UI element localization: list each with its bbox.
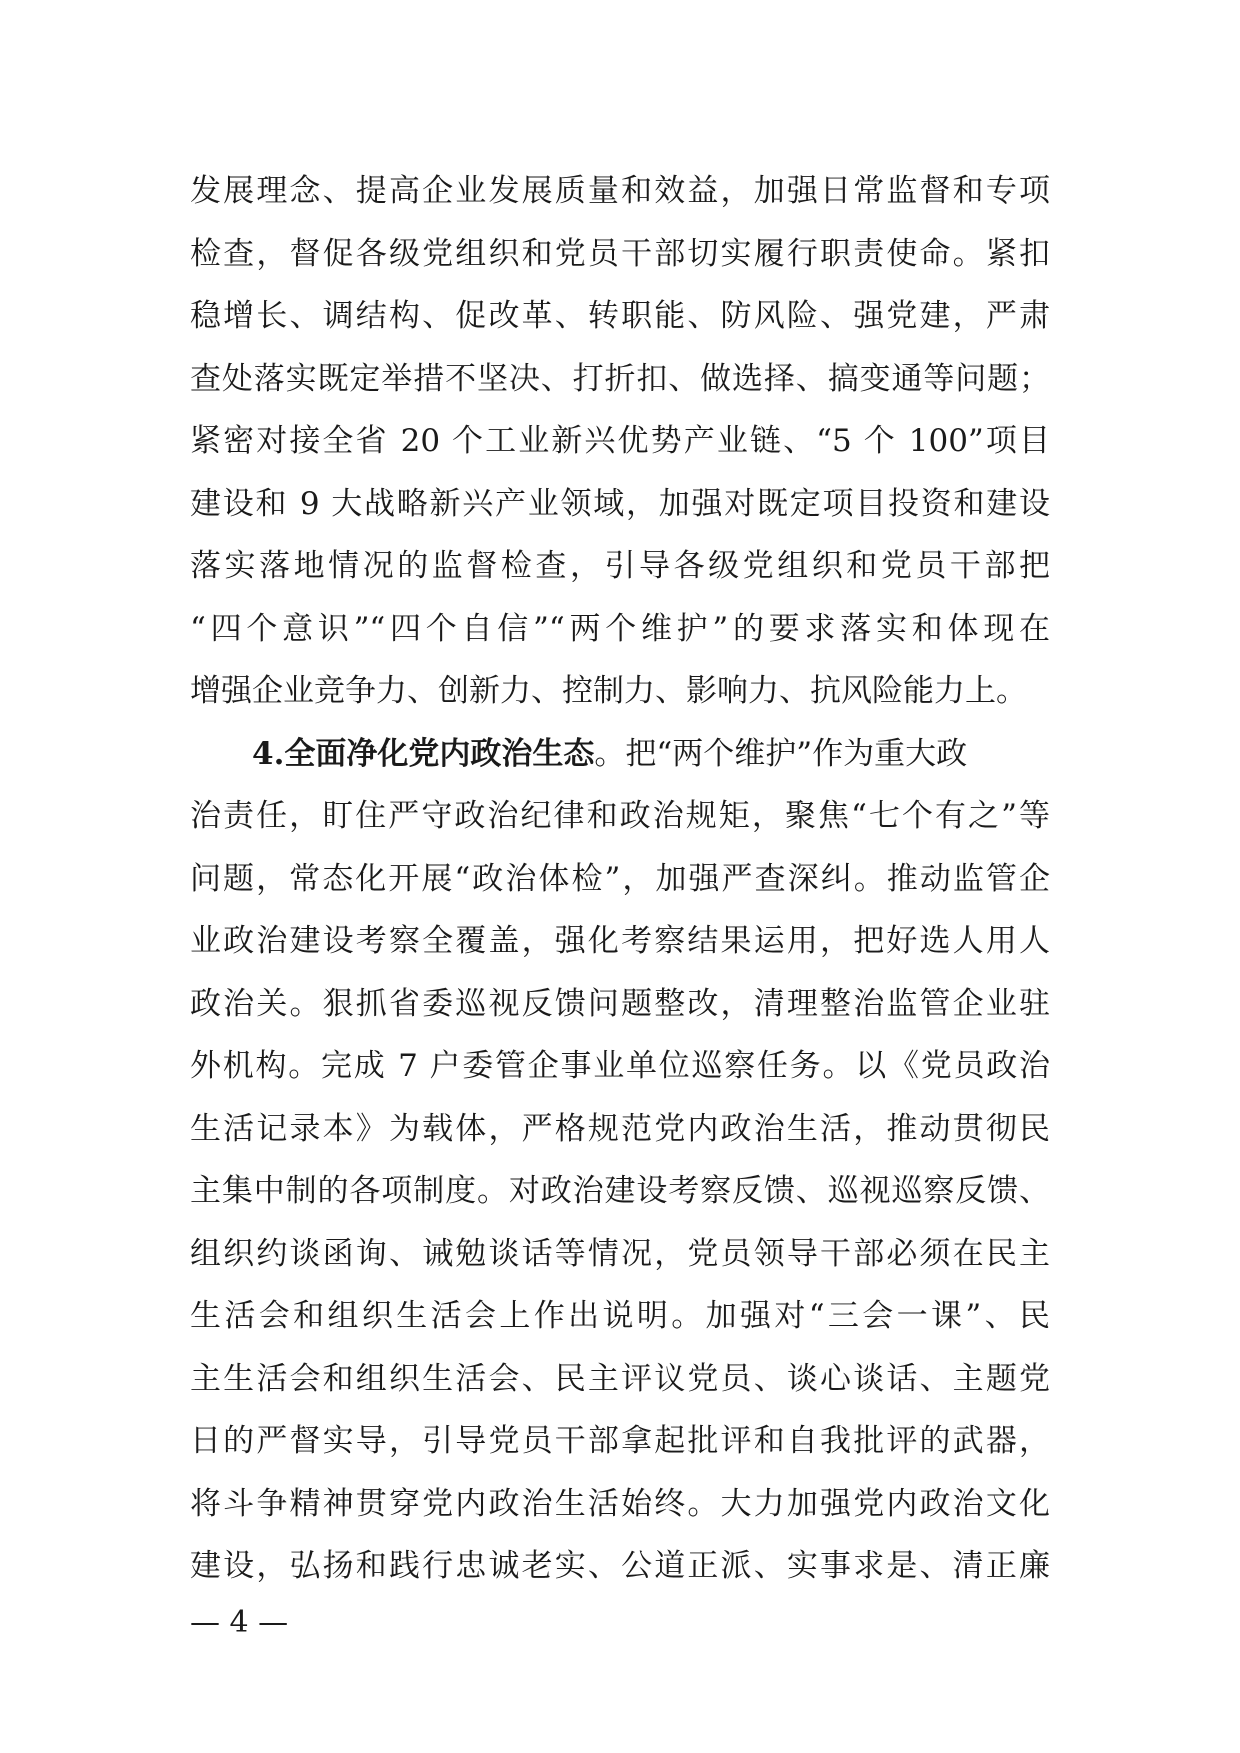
text-line: 外机构。完成 7 户委管企事业单位巡察任务。以《党员政治 xyxy=(190,1048,1050,1084)
text-line: “四个意识”“四个自信”“两个维护”的要求落实和体现在 xyxy=(190,610,1050,647)
text-line: 检查，督促各级党组织和党员干部切实履行职责使命。紧扣 xyxy=(190,235,1050,272)
body-text xyxy=(190,160,1050,1598)
section-4-heading: 4.全面净化党内政治生态 xyxy=(252,735,595,772)
text-line: 紧密对接全省 20 个工业新兴优势产业链、“5 个 100”项目 xyxy=(190,423,1050,459)
text-line: 业政治建设考察全覆盖，强化考察结果运用，把好选人用人 xyxy=(190,923,1050,959)
text-line: 组织约谈函询、诫勉谈话等情况，党员领导干部必须在民主 xyxy=(190,1235,1050,1272)
section-4-first-line xyxy=(190,723,1050,786)
text-line: 增强企业竞争力、创新力、控制力、影响力、抗风险能力上。 xyxy=(190,673,1027,709)
text-line: 查处落实既定举措不坚决、打折扣、做选择、搞变通等问题； xyxy=(190,360,1050,397)
text-line: 落实落地情况的监督检查，引导各级党组织和党员干部把 xyxy=(190,548,1050,584)
text-line: 主生活会和组织生活会、民主评议党员、谈心谈话、主题党 xyxy=(190,1360,1050,1397)
page-number: — 4 — xyxy=(190,1605,289,1640)
text-line: 建设和 9 大战略新兴产业领域，加强对既定项目投资和建设 xyxy=(190,485,1050,522)
text-line: 主集中制的各项制度。对政治建设考察反馈、巡视巡察反馈、 xyxy=(190,1173,1050,1209)
text-line: 治责任，盯住严守政治纪律和政治规矩，聚焦“七个有之”等 xyxy=(190,798,1050,834)
text-line: 建设，弘扬和践行忠诚老实、公道正派、实事求是、清正廉 xyxy=(190,1548,1050,1584)
text-line: 发展理念、提高企业发展质量和效益，加强日常监督和专项 xyxy=(190,173,1050,209)
text-line: 日的严督实导，引导党员干部拿起批评和自我批评的武器， xyxy=(190,1423,1050,1459)
text-line: 将斗争精神贯穿党内政治生活始终。大力加强党内政治文化 xyxy=(190,1485,1050,1522)
text-line: 生活会和组织生活会上作出说明。加强对“三会一课”、民 xyxy=(190,1298,1050,1334)
section-4-first-line-text: 。把“两个维护”作为重大政 xyxy=(594,735,968,772)
text-line: 生活记录本》为载体，严格规范党内政治生活，推动贯彻民 xyxy=(190,1110,1050,1147)
text-line: 问题，常态化开展“政治体检”，加强严查深纠。推动监管企 xyxy=(190,860,1050,897)
text-line: 稳增长、调结构、促改革、转职能、防风险、强党建，严肃 xyxy=(190,298,1050,334)
text-line: 政治关。狠抓省委巡视反馈问题整改，清理整治监管企业驻 xyxy=(190,985,1050,1022)
